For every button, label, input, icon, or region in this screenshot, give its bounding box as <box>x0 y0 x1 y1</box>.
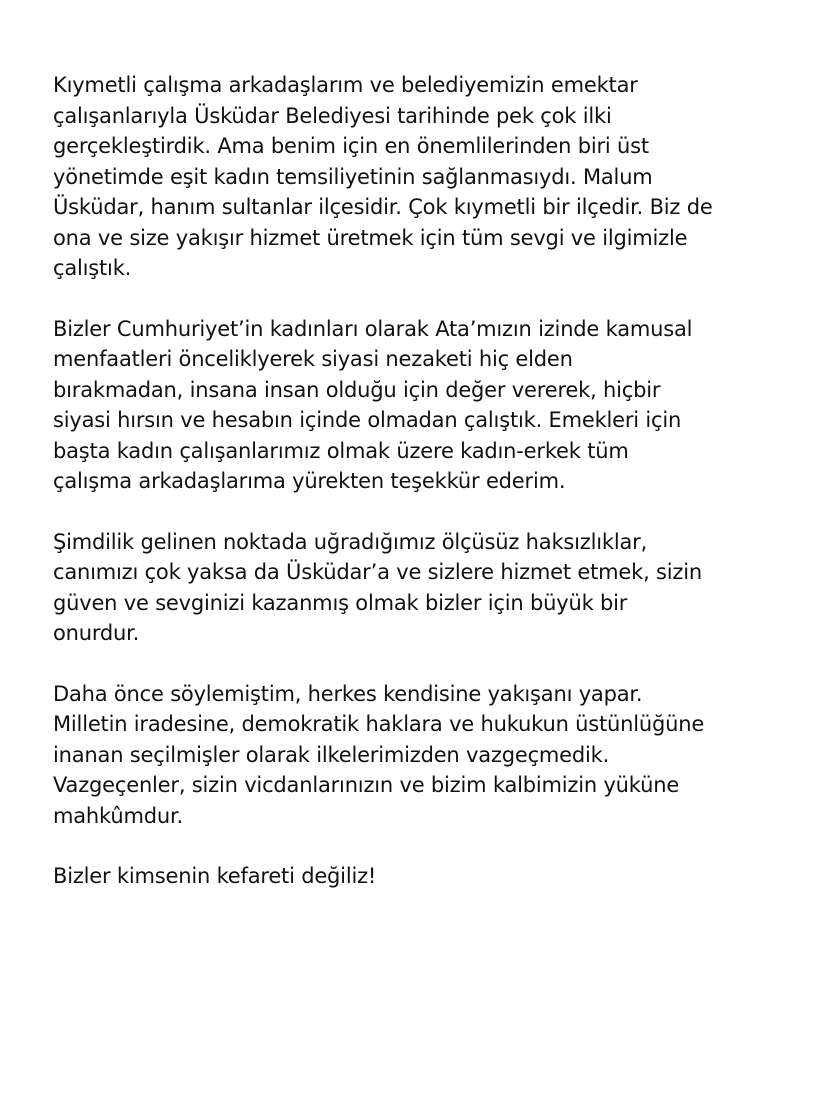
paragraph-2 <box>53 314 753 497</box>
text-line: yönetimde eşit kadın temsiliyetinin sağlanmasıydı. Malum <box>53 164 653 189</box>
text-line: menfaatleri önceliklyerek siyasi nezaketi hiç elden <box>53 347 573 371</box>
paragraph-4 <box>53 679 753 832</box>
paragraph-5 <box>53 861 753 892</box>
text-line: Vazgeçenler, sizin vicdanlarınızın ve bizim kalbimizin yüküne <box>53 773 680 797</box>
text-line: onurdur. <box>53 621 140 645</box>
text-line: siyasi hırsın ve hesabın içinde olmadan çalıştık. Emekleri için <box>53 408 682 432</box>
text-line: gerçekleştirdik. Ama benim için en önemlilerinden biri üst <box>53 134 649 158</box>
text-line: bırakmadan, insana insan olduğu için değer vererek, hiçbir <box>53 377 661 402</box>
paragraph-3 <box>53 527 753 649</box>
text-line: çalışanlarıyla Üsküdar Belediyesi tarihinde pek çok ilki <box>53 103 612 128</box>
text-line: canımızı çok yaksa da Üsküdar’a ve sizlere hizmet etmek, sizin <box>53 560 702 584</box>
text-line: Kıymetli çalışma arkadaşlarım ve belediyemizin emektar <box>53 73 638 97</box>
text-line: inanan seçilmişler olarak ilkelerimizden vazgeçmedik. <box>53 742 610 767</box>
text-line: ona ve size yakışır hizmet üretmek için tüm sevgi ve ilgimizle <box>53 225 688 250</box>
text-line: çalıştık. <box>53 256 132 280</box>
text-line: Bizler Cumhuriyet’in kadınları olarak Ata’mızın izinde kamusal <box>53 316 693 341</box>
paragraph-1 <box>53 70 753 284</box>
text-line: Daha önce söylemiştim, herkes kendisine yakışanı yapar. <box>53 681 643 706</box>
text-line: mahkûmdur. <box>53 803 183 828</box>
text-line: Üsküdar, hanım sultanlar ilçesidir. Çok kıymetli bir ilçedir. Biz de <box>53 195 713 219</box>
text-line: çalışma arkadaşlarıma yürekten teşekkür ederim. <box>53 469 566 493</box>
text-line: Milletin iradesine, demokratik haklara ve hukukun üstünlüğüne <box>53 712 705 736</box>
document-body <box>53 70 753 922</box>
text-line: güven ve sevginizi kazanmış olmak bizler için büyük bir <box>53 590 628 615</box>
text-line: Şimdilik gelinen noktada uğradığımız ölçüsüz haksızlıklar, <box>53 529 648 554</box>
text-line: Bizler kimsenin kefareti değiliz! <box>53 864 377 888</box>
text-line: başta kadın çalışanlarımız olmak üzere kadın-erkek tüm <box>53 438 629 463</box>
